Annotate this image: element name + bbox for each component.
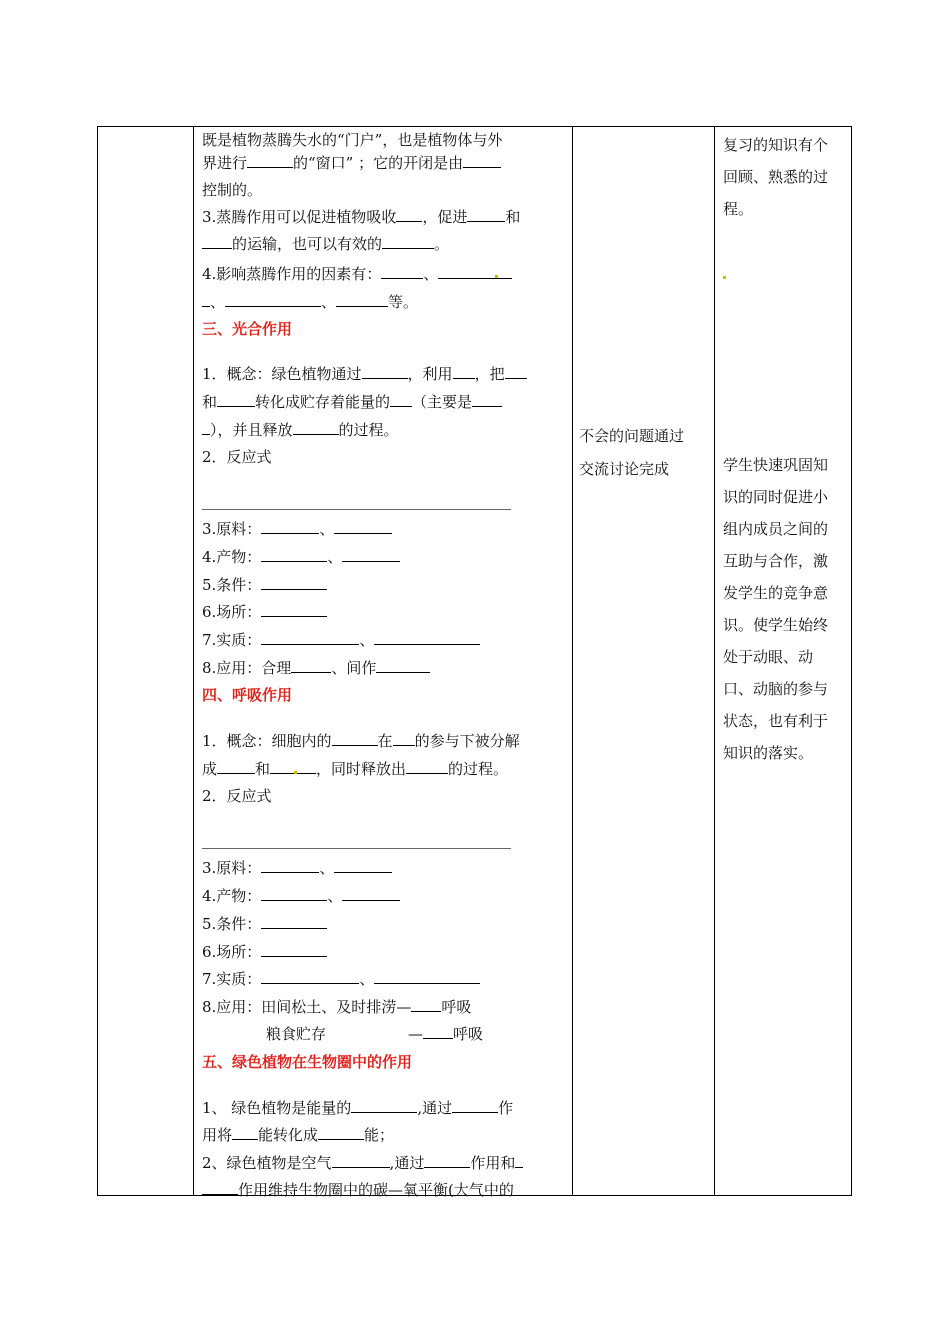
blank[interactable] (332, 1153, 390, 1168)
text: 2．反应式 (202, 448, 272, 466)
blank[interactable] (463, 153, 501, 168)
intent-column-cooperation (723, 449, 845, 769)
intent-text: 发学生的竞争意 (723, 584, 829, 602)
text: 作用维持生物圈中的碳—氧平衡(大气中的 (238, 1181, 514, 1199)
text: 能转化成 (258, 1126, 319, 1144)
blank[interactable] (390, 392, 412, 407)
text: 、 (359, 631, 375, 649)
text: ，把 (474, 365, 505, 383)
blank[interactable] (374, 630, 480, 645)
blank[interactable] (453, 364, 475, 379)
intent-text: 程。 (723, 200, 754, 218)
text: 和 (505, 208, 521, 226)
text: 在 (377, 732, 393, 750)
text: 、 (327, 548, 343, 566)
text: 3.原料： (202, 859, 262, 877)
mark-dot (294, 771, 297, 774)
blank[interactable] (261, 519, 319, 534)
blank[interactable] (393, 731, 415, 746)
text: 8.应用：合理 (202, 659, 292, 677)
blank[interactable] (217, 759, 255, 774)
intent-text: 识。使学生始终 (723, 616, 829, 634)
blank[interactable] (381, 264, 423, 279)
text-line: 既是植物蒸腾失水的“门户”，也是植物体与外 (202, 131, 503, 149)
blank[interactable] (332, 731, 378, 746)
intent-text: 知识的落实。 (723, 744, 814, 762)
intent-text: 状态，也有利于 (723, 712, 829, 730)
blank[interactable] (374, 969, 480, 984)
equation-line[interactable] (202, 509, 511, 510)
text: 作 (498, 1099, 514, 1117)
intent-text: 复习的知识有个 (723, 136, 829, 154)
text: 用将 (202, 1126, 233, 1144)
text: 6.场所： (202, 603, 262, 621)
blank[interactable] (202, 292, 210, 307)
text: 7.实质： (202, 631, 262, 649)
text: ，促进 (422, 208, 468, 226)
blank[interactable] (291, 658, 331, 673)
blank[interactable] (334, 519, 392, 534)
section-heading-photosynthesis: 三、光合作用 (202, 320, 293, 338)
blank[interactable] (261, 914, 327, 929)
blank[interactable] (217, 392, 255, 407)
blank[interactable] (261, 630, 359, 645)
text: 2．反应式 (202, 787, 272, 805)
blank[interactable] (261, 858, 319, 873)
intent-text: 口、动脑的参与 (723, 680, 829, 698)
blank[interactable] (406, 759, 448, 774)
text: 、 (327, 887, 343, 905)
blank[interactable] (202, 1180, 238, 1195)
text: 、 (423, 265, 439, 283)
text: 。 (434, 235, 450, 253)
text: （主要是 (412, 393, 473, 411)
blank[interactable] (376, 658, 430, 673)
text: 转化成贮存着能量的 (255, 393, 391, 411)
text: 成 (202, 760, 218, 778)
text: 1．概念：绿色植物通过 (202, 365, 362, 383)
intent-text: 组内成员之间的 (723, 520, 829, 538)
blank[interactable] (452, 1098, 498, 1113)
text: 能； (364, 1126, 395, 1144)
method-column (579, 420, 704, 486)
blank[interactable] (261, 942, 327, 957)
text: 粮食贮存 (266, 1025, 327, 1043)
blank[interactable] (505, 364, 527, 379)
text: 4.产物： (202, 548, 262, 566)
text: 8.应用：田间松土、及时排涝— (202, 998, 412, 1016)
text: 4.产物： (202, 887, 262, 905)
section-heading-green-plants: 五、绿色植物在生物圈中的作用 (202, 1053, 413, 1071)
column-divider (193, 127, 194, 1195)
text: 、 (321, 293, 337, 311)
text: ），并且释放 (210, 421, 293, 439)
blank[interactable] (336, 292, 388, 307)
column-divider (572, 127, 573, 1195)
blank[interactable] (438, 264, 512, 279)
text: 的“窗口” ；它的开闭是由 (293, 154, 464, 172)
blank[interactable] (261, 602, 327, 617)
blank[interactable] (202, 234, 232, 249)
blank[interactable] (293, 420, 339, 435)
text: 等。 (388, 293, 419, 311)
blank[interactable] (467, 207, 505, 222)
method-text: 不会的问题通过 (579, 427, 685, 445)
blank[interactable] (382, 234, 434, 249)
intent-text: 回顾、熟悉的过 (723, 168, 829, 186)
intent-text: 学生快速巩固知 (723, 456, 829, 474)
blank[interactable] (261, 575, 327, 590)
text: ，同时释放出 (316, 760, 407, 778)
section-heading-respiration: 四、呼吸作用 (202, 686, 293, 704)
intent-text: 识的同时促进小 (723, 488, 829, 506)
text: 5.条件： (202, 915, 262, 933)
blank[interactable] (318, 1125, 364, 1140)
text: 呼吸 (453, 1025, 484, 1043)
text: 的过程。 (448, 760, 509, 778)
column-divider (714, 127, 715, 1195)
text: ，利用 (407, 365, 453, 383)
text: 呼吸 (441, 998, 472, 1016)
text: 5.条件： (202, 576, 262, 594)
text: — (408, 1025, 424, 1043)
blank[interactable] (261, 547, 327, 562)
intent-column-review (723, 129, 845, 225)
blank[interactable] (396, 207, 422, 222)
text: 3.原料： (202, 520, 262, 538)
blank[interactable] (232, 1125, 258, 1140)
blank[interactable] (362, 364, 408, 379)
text: 2、绿色植物是空气 (202, 1154, 332, 1172)
blank[interactable] (423, 1024, 453, 1039)
method-text: 交流讨论完成 (579, 460, 670, 478)
equation-line[interactable] (202, 848, 511, 849)
blank[interactable] (261, 886, 327, 901)
mark-dot (495, 275, 498, 278)
text: 的过程。 (338, 421, 399, 439)
text: ,通过 (417, 1099, 453, 1117)
text: 、间作 (331, 659, 377, 677)
blank[interactable] (515, 1153, 523, 1168)
blank[interactable] (351, 1098, 417, 1113)
text: 1．概念：细胞内的 (202, 732, 332, 750)
text: ,通过 (389, 1154, 425, 1172)
text: 、 (210, 293, 226, 311)
text: 6.场所： (202, 943, 262, 961)
blank[interactable] (202, 420, 210, 435)
text: 的运输，也可以有效的 (232, 235, 383, 253)
blank[interactable] (334, 858, 392, 873)
text: 界进行 (202, 154, 248, 172)
text: 和 (202, 393, 218, 411)
blank[interactable] (424, 1153, 470, 1168)
text: 、 (359, 970, 375, 988)
blank[interactable] (342, 547, 400, 562)
intent-text: 处于动眼、动 (723, 648, 814, 666)
text: 7.实质： (202, 970, 262, 988)
blank[interactable] (261, 969, 359, 984)
text: 1、 绿色植物是能量的 (202, 1099, 352, 1117)
text: 4.影响蒸腾作用的因素有： (202, 265, 382, 283)
text: 和 (255, 760, 271, 778)
text: 、 (319, 859, 335, 877)
text: 、 (319, 520, 335, 538)
blank[interactable] (472, 392, 502, 407)
blank[interactable] (225, 292, 321, 307)
text: 的参与下被分解 (414, 732, 520, 750)
blank[interactable] (247, 153, 293, 168)
blank[interactable] (342, 886, 400, 901)
intent-text: 互助与合作，激 (723, 552, 829, 570)
blank[interactable] (411, 997, 441, 1012)
text: 作用和 (470, 1154, 516, 1172)
text: 3.蒸腾作用可以促进植物吸收 (202, 208, 397, 226)
lesson-table (97, 126, 852, 1199)
text: 控制的。 (202, 181, 263, 199)
mark-dot (723, 276, 726, 279)
